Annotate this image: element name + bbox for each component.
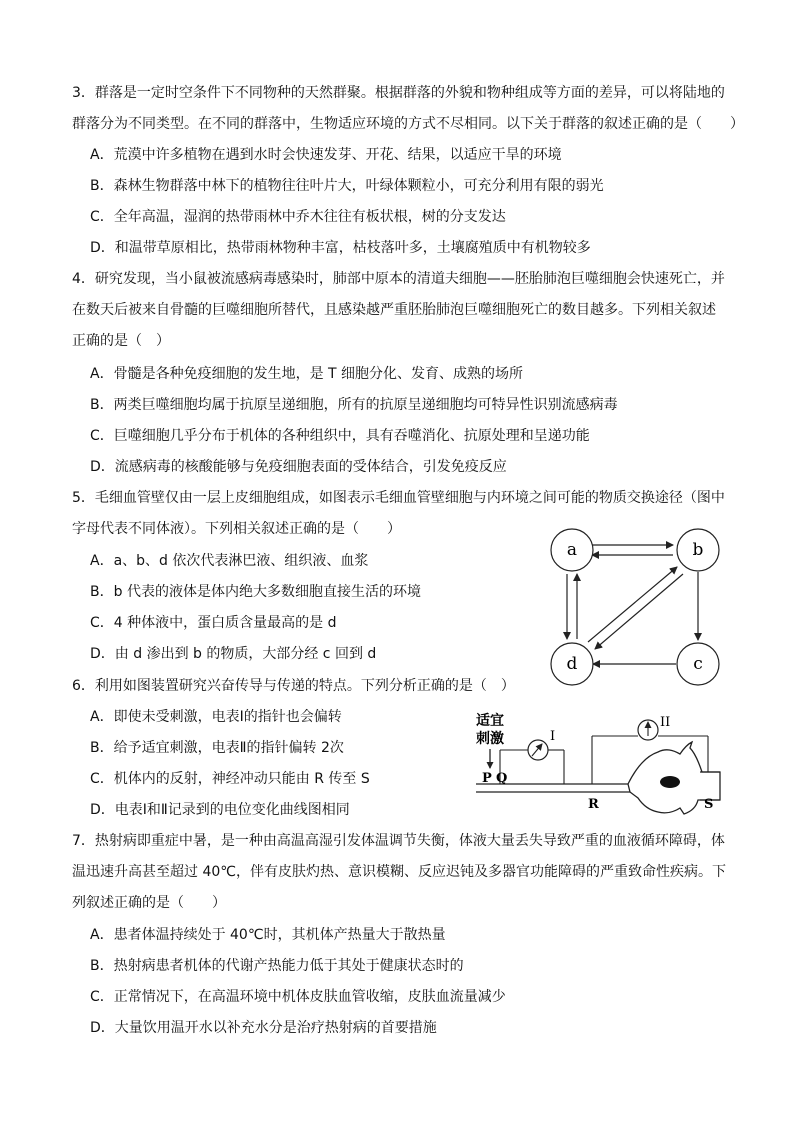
point-r-label: R xyxy=(588,797,599,812)
nerve-conduction-diagram xyxy=(470,708,730,816)
q3-option-c: C．全年高温，湿润的热带雨林中乔木往往有板状根，树的分支发达 xyxy=(90,209,506,225)
q6-option-a: A．即使未受刺激，电表Ⅰ的指针也会偏转 xyxy=(90,709,342,725)
q4-option-b: B．两类巨噬细胞均属于抗原呈递细胞，所有的抗原呈递细胞均可特异性识别流感病毒 xyxy=(90,397,618,413)
node-b-label: b xyxy=(692,540,704,560)
q6-option-d: D．电表Ⅰ和Ⅱ记录到的电位变化曲线图相同 xyxy=(90,802,350,818)
q5-option-a: A．a、b、d 依次代表淋巴液、组织液、血浆 xyxy=(90,553,369,569)
q3-option-b: B．森林生物群落中林下的植物往往叶片大，叶绿体颗粒小，可充分利用有限的弱光 xyxy=(90,178,604,194)
arrow-b-to-d xyxy=(595,574,683,649)
point-s-label: S xyxy=(704,797,714,812)
q4-option-c: C．巨噬细胞几乎分布于机体的各种组织中，具有吞噬消化、抗原处理和呈递功能 xyxy=(90,428,590,444)
q6-option-c: C．机体内的反射，神经冲动只能由 R 传至 S xyxy=(90,771,370,787)
q7-option-a: A．患者体温持续处于 40℃时，其机体产热量大于散热量 xyxy=(90,927,446,943)
stimulus-label-2: 刺激 xyxy=(476,731,504,747)
meter-2-label: II xyxy=(660,715,671,730)
node-c-label: c xyxy=(693,654,703,674)
q5-option-c: C．4 种体液中，蛋白质含量最高的是 d xyxy=(90,615,337,631)
q4-option-a: A．骨髓是各种免疫细胞的发生地，是 T 细胞分化、发育、成熟的场所 xyxy=(90,366,524,382)
node-a-label: a xyxy=(566,540,578,560)
meter-1-label: I xyxy=(550,729,556,744)
q3-stem-line-1: 3．群落是一定时空条件下不同物种的天然群聚。根据群落的外貌和物种组成等方面的差异，可以将陆地的 xyxy=(72,85,725,101)
arrow-d-to-b xyxy=(588,567,677,642)
point-p-label: P xyxy=(482,771,492,786)
q7-option-c: C．正常情况下，在高温环境中机体皮肤血管收缩，皮肤血流量减少 xyxy=(90,989,506,1005)
q3-stem-line-2: 群落分为不同类型。在不同的群落中，生物适应环境的方式不尽相同。以下关于群落的叙述正确的是（ ） xyxy=(72,116,744,132)
body-fluid-diagram xyxy=(540,524,740,694)
q7-stem-line-1: 7．热射病即重症中暑，是一种由高温高湿引发体温调节失衡，体液大量丢失导致严重的血液循环障碍，体 xyxy=(72,833,725,849)
q4-stem-line-3: 正确的是（ ） xyxy=(72,333,170,349)
q4-stem-line-2: 在数天后被来自骨髓的巨噬细胞所替代，且感染越严重胚胎肺泡巨噬细胞死亡的数目越多。下列相关叙述 xyxy=(72,302,716,318)
q6-option-b: B．给予适宜刺激，电表Ⅱ的指针偏转 2次 xyxy=(90,740,344,756)
stimulus-label-1: 适宜 xyxy=(476,713,504,729)
q4-option-d: D．流感病毒的核酸能够与免疫细胞表面的受体结合，引发免疫反应 xyxy=(90,459,507,475)
q7-option-b: B．热射病患者机体的代谢产热能力低于其处于健康状态时的 xyxy=(90,958,464,974)
neuron-nucleus xyxy=(660,776,680,788)
q3-option-a: A．荒漠中许多植物在遇到水时会快速发芽、开花、结果，以适应干旱的环境 xyxy=(90,147,562,163)
q6-stem-line-1: 6．利用如图装置研究兴奋传导与传递的特点。下列分析正确的是（ ） xyxy=(72,678,515,694)
q3-option-d: D．和温带草原相比，热带雨林物种丰富，枯枝落叶多，土壤腐殖质中有机物较多 xyxy=(90,240,591,256)
q5-option-d: D．由 d 渗出到 b 的物质，大部分经 c 回到 d xyxy=(90,646,377,662)
q7-option-d: D．大量饮用温开水以补充水分是治疗热射病的首要措施 xyxy=(90,1020,437,1036)
point-q-label: Q xyxy=(496,771,508,786)
q5-stem-line-2: 字母代表不同体液）。下列相关叙述正确的是（ ） xyxy=(72,521,401,537)
q5-stem-line-1: 5．毛细血管壁仅由一层上皮细胞组成，如图表示毛细血管壁细胞与内环境之间可能的物质交换途径（图中 xyxy=(72,490,725,506)
q5-option-b: B．b 代表的液体是体内绝大多数细胞直接生活的环境 xyxy=(90,584,421,600)
q7-stem-line-2: 温迅速升高甚至超过 40℃，伴有皮肤灼热、意识模糊、反应迟钝及多器官功能障碍的严重致命性疾病。下 xyxy=(72,864,726,880)
meter-1-dial xyxy=(528,740,548,760)
node-d-label: d xyxy=(566,654,578,674)
q4-stem-line-1: 4．研究发现，当小鼠被流感病毒感染时，肺部中原本的清道夫细胞——胚胎肺泡巨噬细胞会快速死亡，并 xyxy=(72,271,725,287)
q7-stem-line-3: 列叙述正确的是（ ） xyxy=(72,895,226,911)
